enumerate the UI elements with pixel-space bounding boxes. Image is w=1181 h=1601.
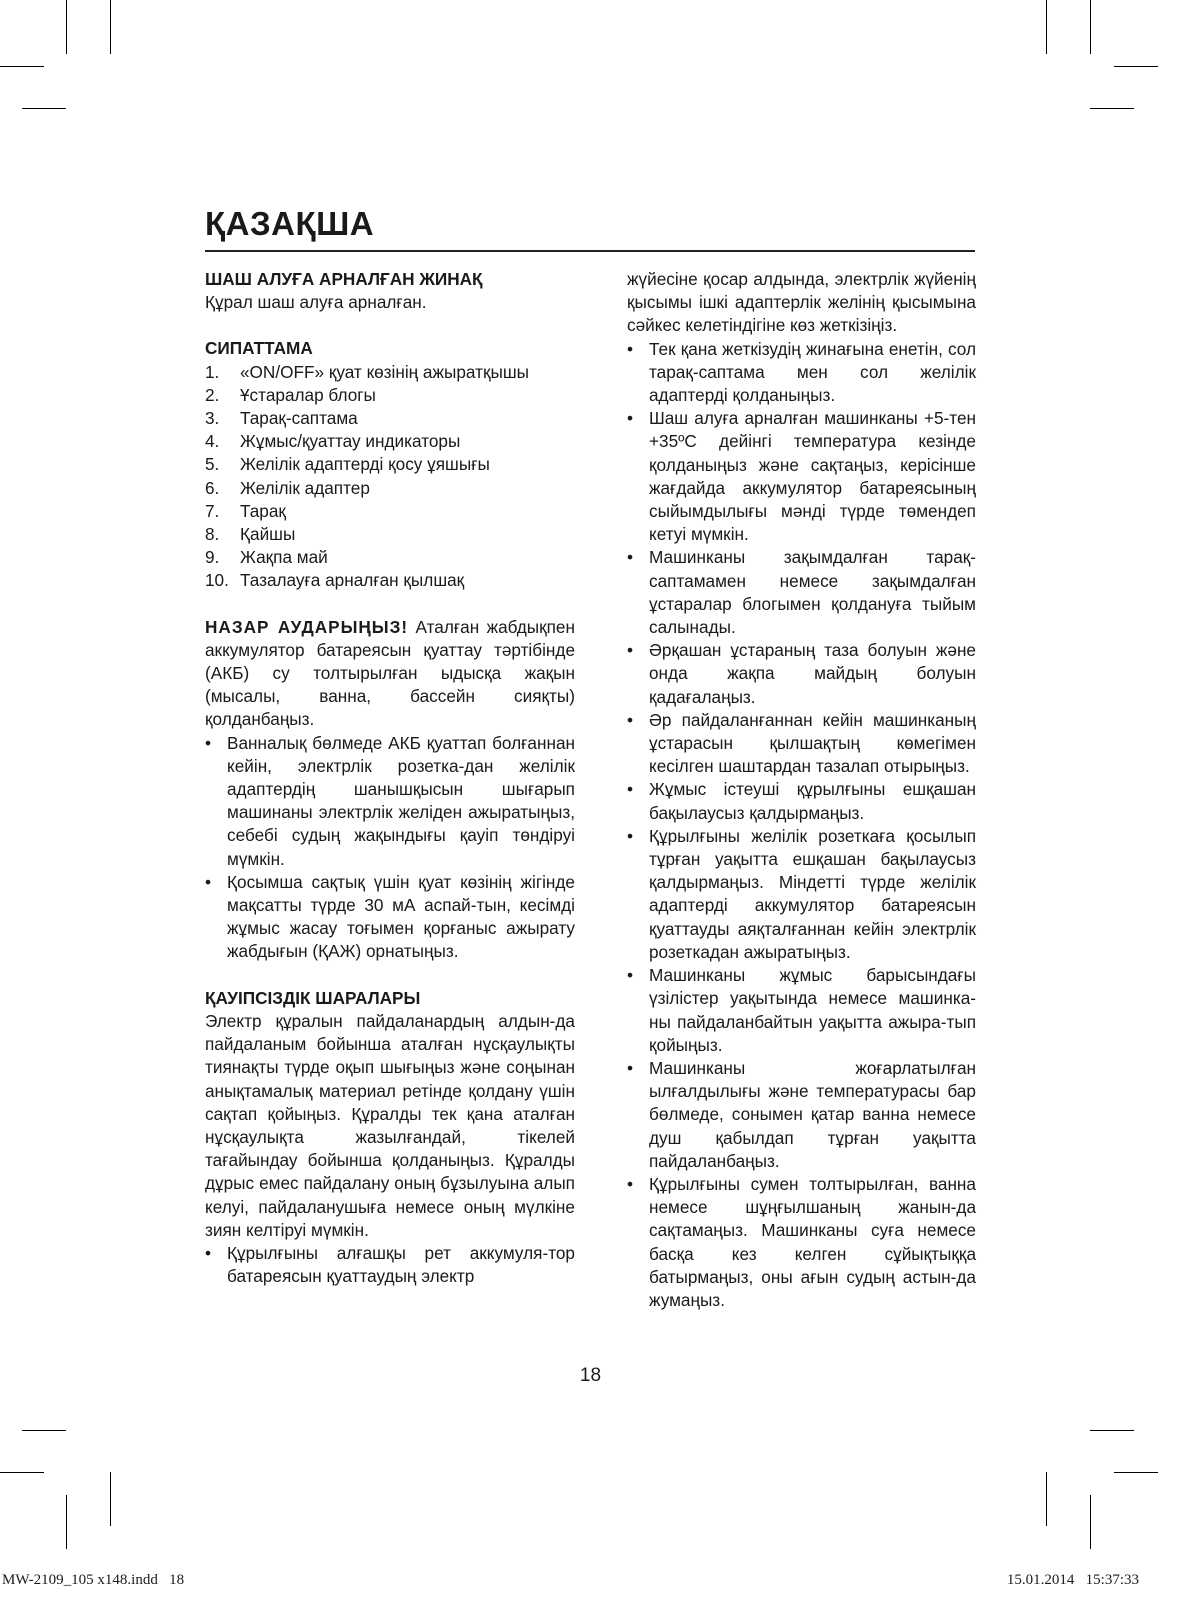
list-item: 6. Желілік адаптер <box>205 477 370 498</box>
list-item: 8. Қайшы <box>205 524 296 545</box>
crop-mark <box>1090 0 1091 54</box>
list-item: 10. Тазалауға арналған қылшақ <box>205 570 465 591</box>
list-item: • Құрылғыны сумен толтырылған, ванна немесе шұңғылшаның жанын-да сақтамаңыз. Машинканы суға немесе басқа кез келген сұйықтыққа батырмаңыз, оны ағын судың астын-да жумаңыз. <box>627 1173 976 1310</box>
bullet-icon: • <box>205 1242 212 1263</box>
continued-text: жүйесіне қосар алдында, электрлік жүйенің қысымы ішкі адаптерлік желінің қысымына сәйкес келетіндігіне көз жеткізіңіз. <box>627 269 976 336</box>
crop-mark <box>1114 66 1158 67</box>
attention-bullets <box>205 732 575 964</box>
crop-mark <box>1114 1472 1158 1473</box>
safety-bullets <box>205 1242 575 1288</box>
crop-mark <box>1046 1472 1047 1526</box>
bullet-icon: • <box>627 640 634 661</box>
footer-timestamp: 15.01.2014 15:37:33 <box>1006 1572 1139 1588</box>
crop-mark <box>1090 1495 1091 1549</box>
crop-mark <box>66 1495 67 1549</box>
intro-text: Құрал шаш алуға арналған. <box>205 292 427 313</box>
attention-paragraph: НАЗАР АУДАРЫҢЫЗ! Аталған жабдықпен аккумулятор батареясын қуаттау тәртібінде (АКБ) су толтырылған ыдысқа жақын (мысалы, ванна, бассейн сияқты) қолданбаңыз. <box>205 616 575 730</box>
crop-mark <box>1090 108 1134 109</box>
bullet-icon: • <box>627 547 634 568</box>
footer-file-info: MW-2109_105 x148.indd 18 <box>2 1572 185 1588</box>
list-item: 4. Жұмыс/қуаттау индикаторы <box>205 431 461 452</box>
list-item: 3. Тарақ-саптама <box>205 408 358 429</box>
list-item: • Машинканы жұмыс барысындағы үзілістер уақытында немесе машинка-ны пайдаланбайтын уақытта ажыра-тып қойыңыз. <box>627 965 976 1055</box>
list-item: • Машинканы зақымдалған тарақ-саптамамен немесе зақымдалған ұстаралар блогымен қолдануға тыйым салынады. <box>627 547 976 638</box>
left-column <box>205 268 575 1288</box>
list-item: • Әр пайдаланғаннан кейін машинканың ұстарасын қылшақтың көмегімен кесілген шаштардан тазалап отырыңыз. <box>627 709 976 777</box>
safety-bullets-continued <box>627 338 976 1313</box>
list-item: 7. Тарақ <box>205 500 286 521</box>
bullet-icon: • <box>627 1173 634 1194</box>
crop-mark <box>66 0 67 54</box>
list-item: • Ванналық бөлмеде АКБ қуаттап болғаннан кейін, электрлік розетка-дан желілік адаптердің шанышқысын шығарып машинаны электрлік желіден ажыратыңыз, себебі судың жақындығы қауіп төндіруі мүмкін. <box>205 732 575 869</box>
list-item: • Тек қана жеткізудің жинағына енетін, сол тарақ-саптама мен сол желілік адаптерді қолданыңыз. <box>627 338 976 406</box>
list-item: • Құрылғыны алғашқы рет аккумуля-тор батареясын қуаттаудың электр <box>205 1242 575 1287</box>
list-item: • Қосымша сақтық үшін қуат көзінің жігінде мақсатты түрде 30 мА аспай-тын, кесімді жұмыс жасау тоғымен қорғаныс ажырату жабдығын (ҚАЖ) орнатыңыз. <box>205 871 575 962</box>
safety-text: Электр құралын пайдаланардың алдын-да пайдаланым бойынша аталған нұсқаулықты тиянақты түрде оқып шығыңыз және соңынан анықтамалық материал ретінде қолдану үшін сақтап қойыңыз. Құралды тек қана аталған нұсқаулықта жазылғандай, тікелей тағайындау бойынша қолданыңыз. Құралды дұрыс емес пайдалану оның бұзылуына алып келуі, пайдаланушыға немесе оның мүлкіне зиян келтіруі мүмкін. <box>205 1010 575 1240</box>
safety-title: ҚАУІПСІЗДІК ШАРАЛАРЫ <box>205 987 421 1008</box>
bullet-icon: • <box>627 1057 634 1078</box>
list-item: 5. Желілік адаптерді қосу ұяшығы <box>205 454 490 475</box>
bullet-icon: • <box>627 408 634 429</box>
intro-title: ШАШ АЛУҒА АРНАЛҒАН ЖИНАҚ <box>205 269 483 289</box>
list-item: 2. Ұстаралар блогы <box>205 384 376 405</box>
crop-mark <box>22 1430 66 1431</box>
list-item: • Машинканы жоғарлатылған ылғалдылығы және температурасы бар бөлмеде, сонымен қатар ванна немесе душ қабылдап тұрған уақытта пайдаланбаңыз. <box>627 1057 976 1171</box>
crop-mark <box>1046 0 1047 54</box>
description-title: СИПАТТАМА <box>205 338 313 359</box>
attention-label: НАЗАР АУДАРЫҢЫЗ! <box>205 616 409 637</box>
parts-list <box>205 361 575 593</box>
bullet-icon: • <box>627 709 634 730</box>
list-item: 1. «ON/OFF» қуат көзінің ажыратқышы <box>205 361 529 382</box>
bullet-icon: • <box>627 779 634 800</box>
list-item: • Шаш алуға арналған машинканы +5-тен +35ºС дейінгі температура кезінде қолданыңыз және сақтаңыз, керісінше жағдайда аккумулятор батареясының сыйымдылығы мәнді түрде төмендеп кетуі мүмкін. <box>627 408 976 545</box>
bullet-icon: • <box>627 825 634 846</box>
crop-mark <box>1090 1430 1134 1431</box>
bullet-icon: • <box>627 965 634 986</box>
list-item: 9. Жақпа май <box>205 547 328 568</box>
list-item: • Жұмыс істеуші құрылғыны ешқашан бақылаусыз қалдырмаңыз. <box>627 779 976 823</box>
right-column <box>627 268 976 1312</box>
list-item: • Құрылғыны желілік розеткаға қосылып тұрған уақытта ешқашан бақылаусыз қалдырмаңыз. Міндетті түрде желілік адаптерді аккумулятор батареясын қуаттауды аяқталғаннан кейін электрлік розеткадан ажыратыңыз. <box>627 825 976 962</box>
bullet-icon: • <box>627 338 634 359</box>
crop-mark <box>110 0 111 54</box>
crop-mark <box>110 1472 111 1526</box>
bullet-icon: • <box>205 871 212 892</box>
crop-mark <box>0 1472 44 1473</box>
list-item: • Әрқашан ұстараның таза болуын және онда жақпа майдың болуын қадағалаңыз. <box>627 640 976 707</box>
page-number: 18 <box>579 1365 602 1386</box>
page-heading: ҚАЗАҚША <box>205 205 375 242</box>
crop-mark <box>22 108 66 109</box>
crop-mark <box>0 66 44 67</box>
bullet-icon: • <box>205 732 212 753</box>
heading-rule <box>205 250 975 252</box>
